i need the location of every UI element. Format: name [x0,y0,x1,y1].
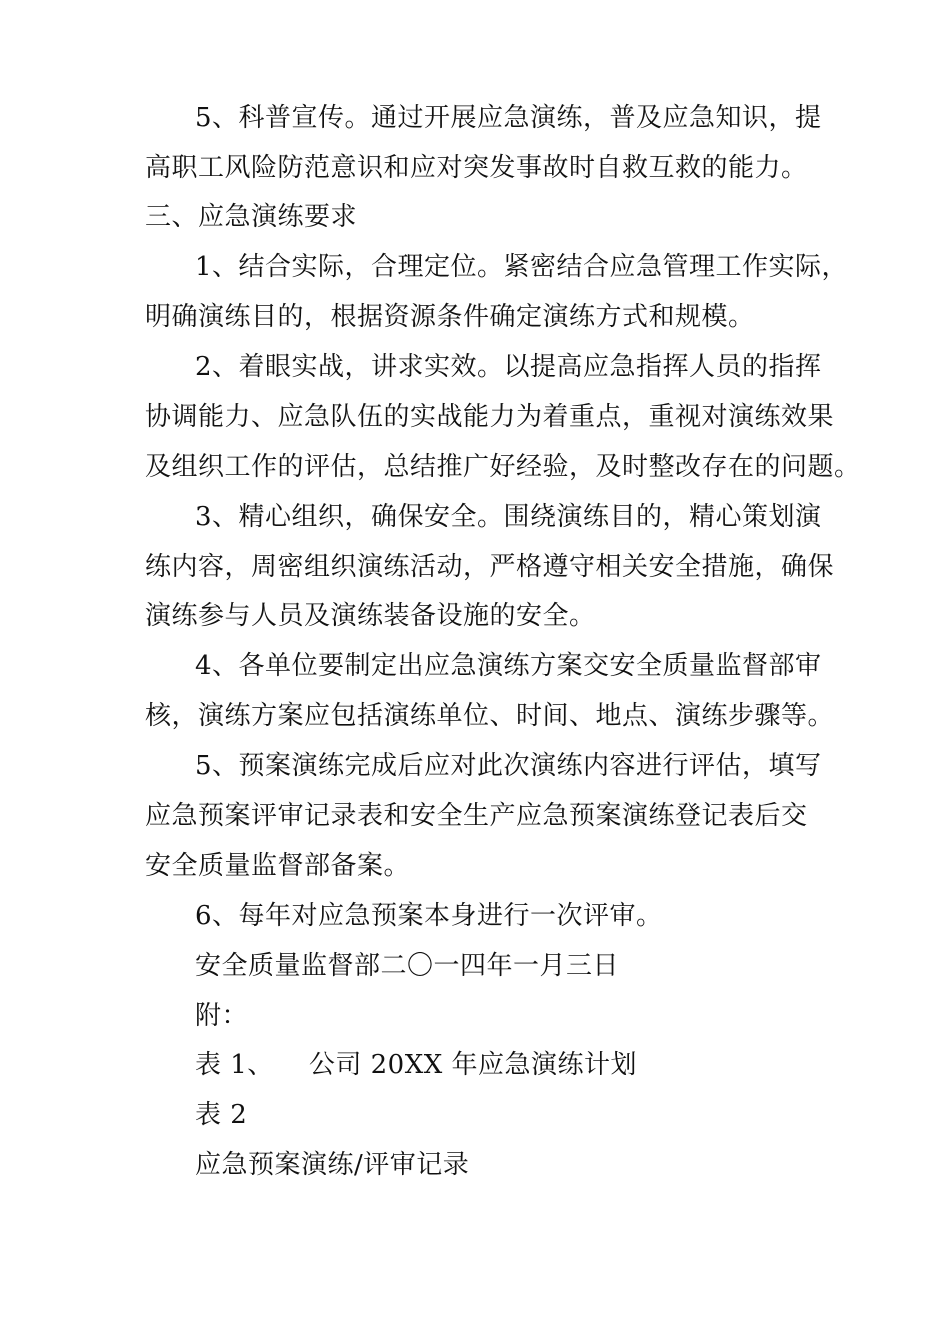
paragraph-line: 5、预案演练完成后应对此次演练内容进行评估，填写 [195,751,822,781]
paragraph-line: 核，演练方案应包括演练单位、时间、地点、演练步骤等。 [145,701,835,731]
paragraph-line: 安全质量监督部备案。 [145,851,411,881]
paragraph-line: 5、科普宣传。通过开展应急演练，普及应急知识，提 [195,103,822,133]
paragraph-line: 3、精心组织，确保安全。围绕演练目的，精心策划演 [195,502,822,532]
paragraph-line: 4、各单位要制定出应急演练方案交安全质量监督部审 [195,651,822,681]
paragraph-line: 高职工风险防范意识和应对突发事故时自救互救的能力。 [145,153,808,183]
paragraph-line: 2、着眼实战，讲求实效。以提高应急指挥人员的指挥 [195,352,822,382]
paragraph-line: 1、结合实际，合理定位。紧密结合应急管理工作实际， [195,252,849,282]
signature-line: 安全质量监督部二〇一四年一月三日 [195,951,620,981]
paragraph-line: 练内容，周密组织演练活动，严格遵守相关安全措施，确保 [145,552,835,582]
attachment-item: 表 1、 公司 20XX 年应急演练计划 [195,1050,637,1080]
section-heading: 三、应急演练要求 [145,202,358,232]
attachment-label: 附： [195,1001,249,1031]
paragraph-line: 协调能力、应急队伍的实战能力为着重点，重视对演练效果 [145,402,835,432]
attachment-item: 表 2 [195,1100,248,1130]
attachment-item: 应急预案演练/评审记录 [195,1150,470,1180]
paragraph-line: 6、每年对应急预案本身进行一次评审。 [195,901,663,931]
paragraph-line: 应急预案评审记录表和安全生产应急预案演练登记表后交 [145,801,808,831]
paragraph-line: 及组织工作的评估，总结推广好经验，及时整改存在的问题。 [145,452,861,482]
paragraph-line: 演练参与人员及演练装备设施的安全。 [145,601,596,631]
paragraph-line: 明确演练目的，根据资源条件确定演练方式和规模。 [145,302,755,332]
